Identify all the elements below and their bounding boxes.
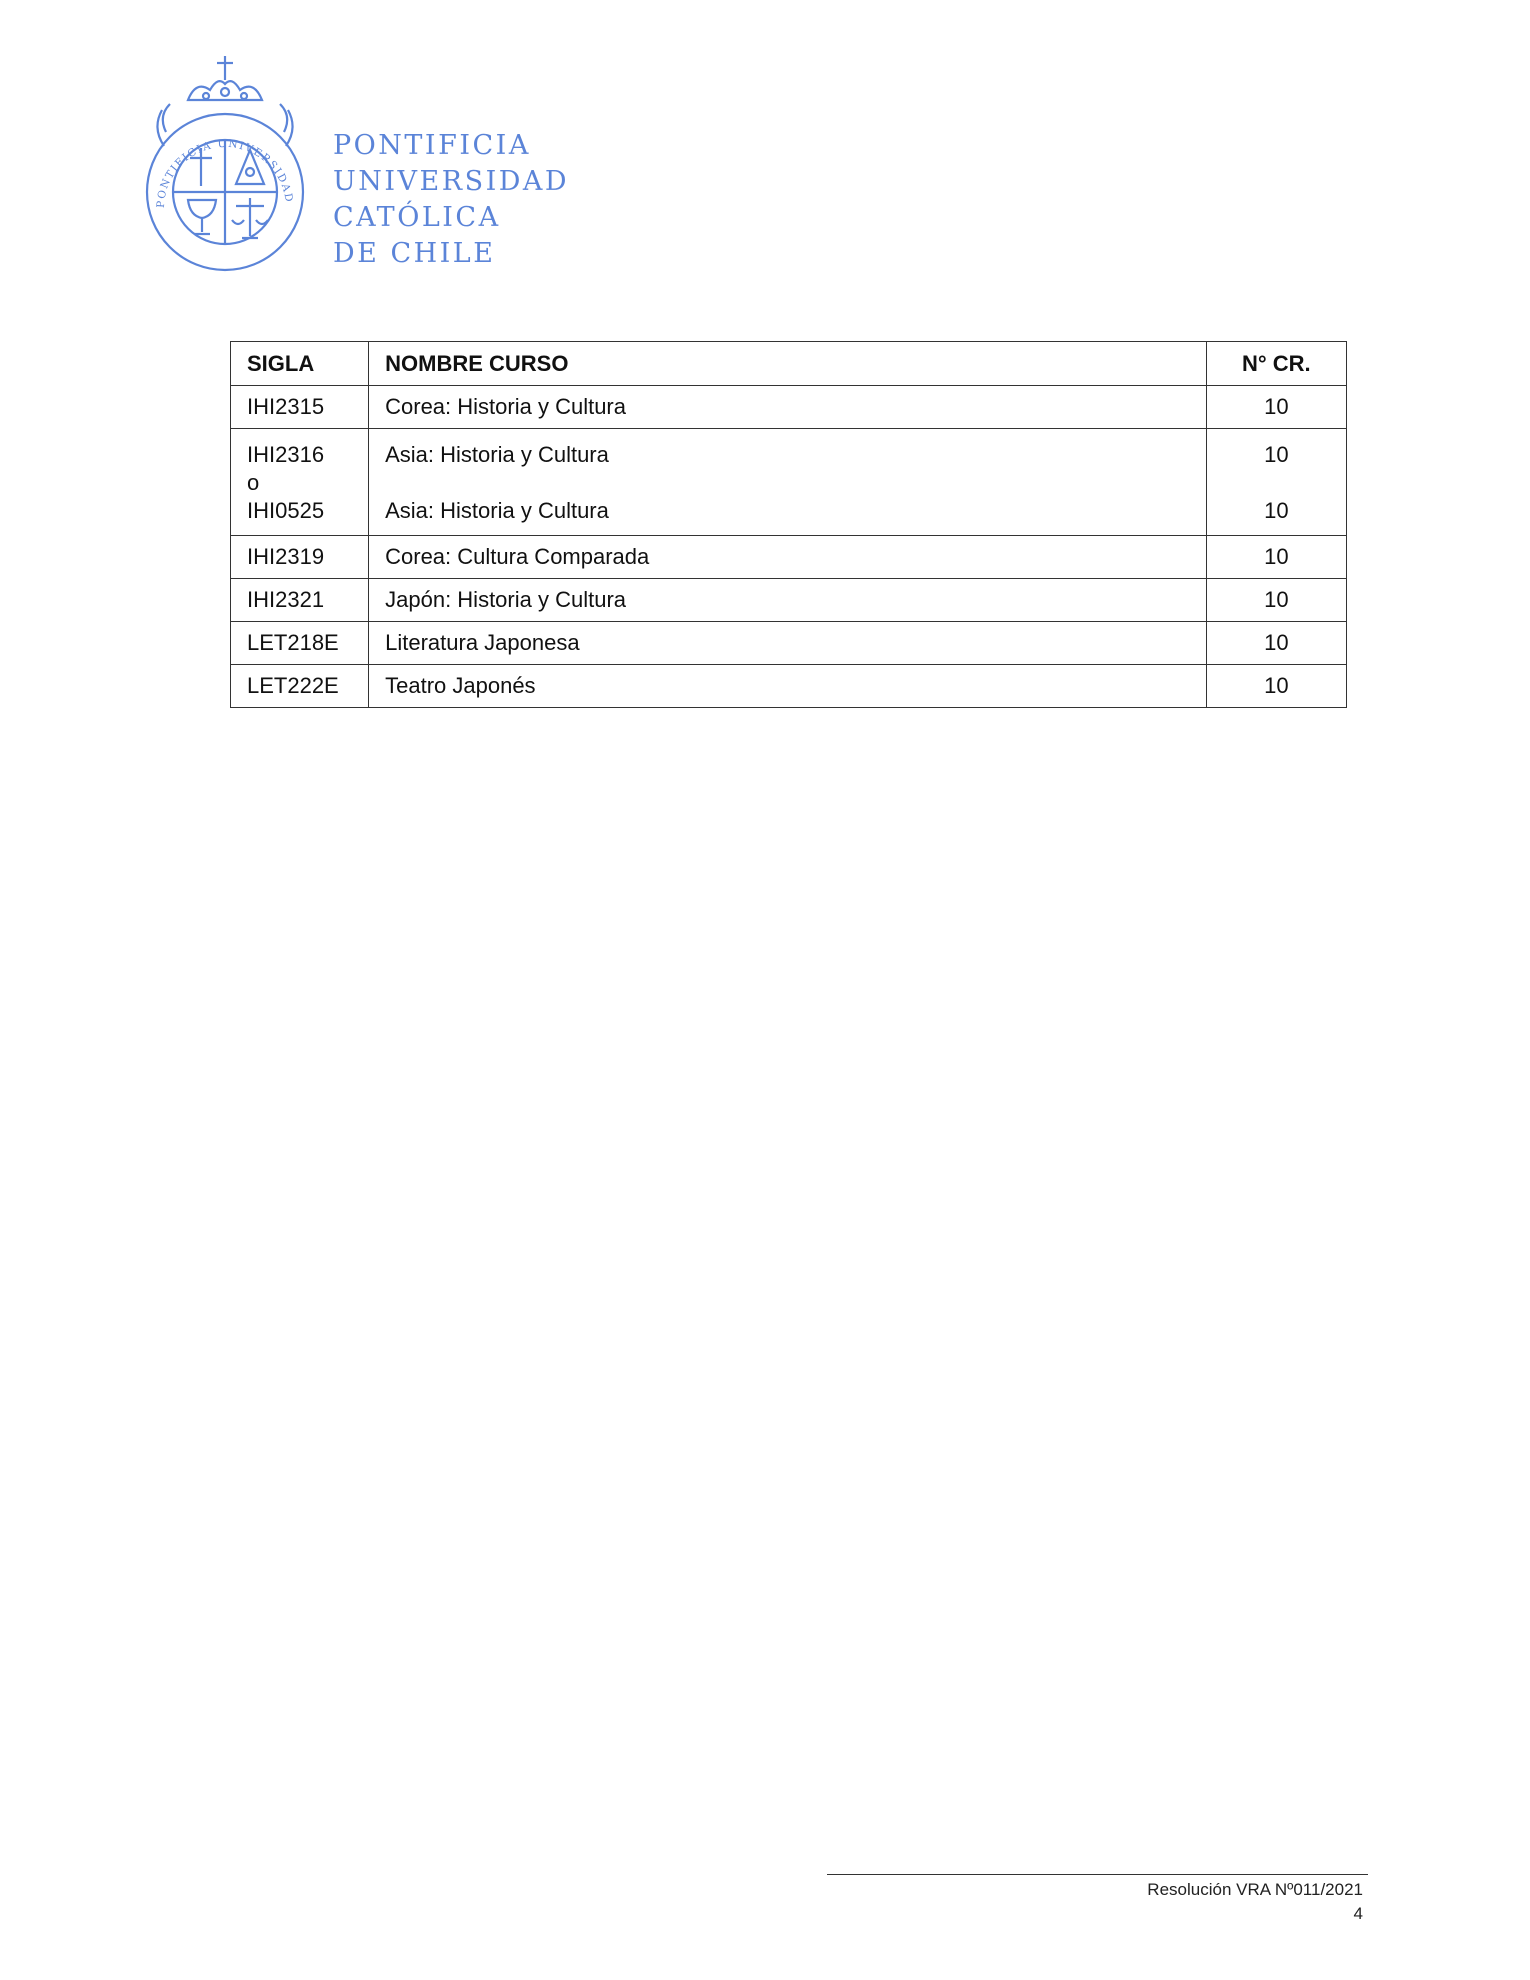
cell-sigla: LET218E: [231, 622, 369, 665]
table-header-row: [231, 342, 1347, 386]
cell-creditos-alternatives: [1206, 429, 1346, 536]
page-number: 4: [1353, 1904, 1363, 1923]
cell-sigla: IHI2315: [231, 386, 369, 429]
cell-nombre: Literatura Japonesa: [369, 622, 1207, 665]
cell-nombre: Corea: Cultura Comparada: [369, 536, 1207, 579]
nombre-option-a: Asia: Historia y Cultura: [385, 442, 609, 467]
column-header-sigla: SIGLA: [231, 342, 369, 386]
table-row: [231, 665, 1347, 708]
university-name-line-1: PONTIFICIA: [333, 130, 531, 161]
column-header-creditos: N° CR.: [1206, 342, 1346, 386]
table-row: [231, 622, 1347, 665]
university-name: [333, 128, 569, 272]
cell-creditos: 10: [1206, 386, 1346, 429]
university-seal-icon: [144, 52, 306, 284]
university-name-line-3: CATÓLICA: [333, 202, 501, 233]
table-row: [231, 579, 1347, 622]
nombre-option-b: Asia: Historia y Cultura: [385, 498, 609, 523]
column-header-nombre: NOMBRE CURSO: [369, 342, 1207, 386]
table-row: [231, 386, 1347, 429]
cell-sigla: IHI2319: [231, 536, 369, 579]
table-row-alternatives: [231, 429, 1347, 536]
university-name-line-2: UNIVERSIDAD: [333, 166, 570, 197]
cell-creditos: 10: [1206, 665, 1346, 708]
cell-nombre: Corea: Historia y Cultura: [369, 386, 1207, 429]
cell-creditos: 10: [1206, 536, 1346, 579]
table-row: [231, 536, 1347, 579]
footer-divider: [827, 1874, 1368, 1875]
footer-resolution: Resolución VRA Nº011/2021: [1147, 1880, 1363, 1899]
sigla-option-b: IHI0525: [247, 498, 325, 523]
creditos-option-a: 10: [1264, 442, 1289, 467]
courses-table: [230, 341, 1347, 708]
cell-creditos: 10: [1206, 579, 1346, 622]
sigla-option-a: IHI2316: [247, 442, 325, 467]
sigla-connector: o: [247, 470, 260, 495]
cell-sigla: IHI2321: [231, 579, 369, 622]
cell-creditos: 10: [1206, 622, 1346, 665]
cell-nombre: Teatro Japonés: [369, 665, 1207, 708]
cell-sigla-alternatives: [231, 429, 369, 536]
cell-nombre-alternatives: [369, 429, 1207, 536]
university-name-line-4: DE CHILE: [333, 238, 496, 269]
cell-sigla: LET222E: [231, 665, 369, 708]
svg-text:PONTIFICIA UNIVERSIDAD CATÓLIC: PONTIFICIA UNIVERSIDAD: [154, 137, 295, 209]
creditos-option-b: 10: [1264, 498, 1289, 523]
cell-nombre: Japón: Historia y Cultura: [369, 579, 1207, 622]
